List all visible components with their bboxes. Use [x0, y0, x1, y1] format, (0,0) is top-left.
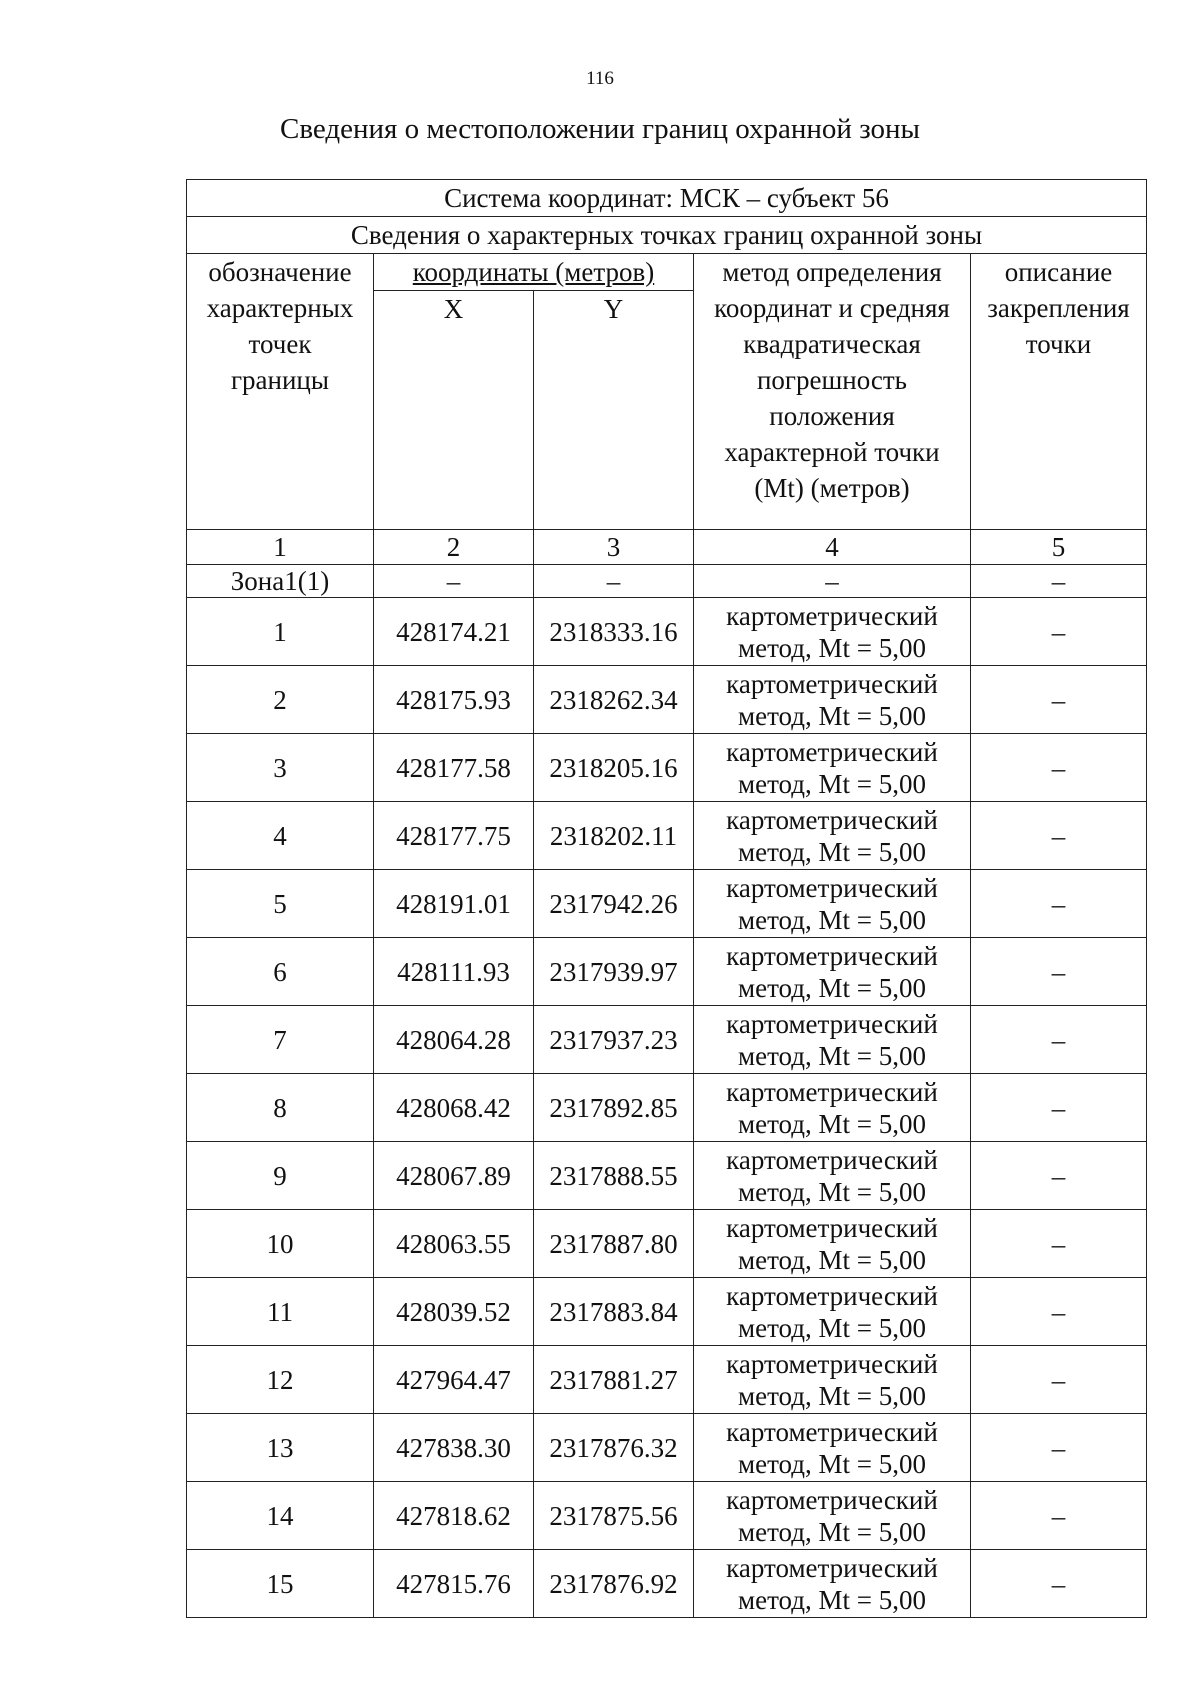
point-number: 15 [187, 1550, 374, 1618]
boundary-points-table [186, 179, 1147, 1618]
point-x: 428177.75 [374, 802, 534, 870]
point-description: – [971, 1550, 1147, 1618]
table-row [187, 1210, 1147, 1278]
point-description: – [971, 1482, 1147, 1550]
point-x: 428064.28 [374, 1006, 534, 1074]
point-number: 11 [187, 1278, 374, 1346]
header-coordinates-label: координаты (метров) [412, 257, 655, 287]
method-line: картометрический [726, 804, 938, 835]
method-line: метод, Mt = 5,00 [738, 768, 926, 799]
method-line: картометрический [726, 1212, 938, 1243]
point-number: 3 [187, 734, 374, 802]
point-y: 2317888.55 [534, 1142, 694, 1210]
point-method [694, 870, 971, 938]
table-row [187, 938, 1147, 1006]
point-number: 2 [187, 666, 374, 734]
table-row [187, 1006, 1147, 1074]
point-y: 2317892.85 [534, 1074, 694, 1142]
point-x: 427838.30 [374, 1414, 534, 1482]
point-y: 2317876.32 [534, 1414, 694, 1482]
table-subtitle-cell: Сведения о характерных точках границ охранной зоны [187, 217, 1147, 254]
point-number: 4 [187, 802, 374, 870]
header-line: метод определения [722, 257, 942, 287]
point-method [694, 1414, 971, 1482]
header-line: описание [1004, 257, 1113, 287]
point-description: – [971, 1142, 1147, 1210]
point-x: 428174.21 [374, 598, 534, 666]
table-row [187, 734, 1147, 802]
table-row [187, 1142, 1147, 1210]
point-description: – [971, 734, 1147, 802]
point-x: 428191.01 [374, 870, 534, 938]
point-number: 13 [187, 1414, 374, 1482]
point-description: – [971, 938, 1147, 1006]
column-numbers [187, 530, 1147, 598]
point-x: 428175.93 [374, 666, 534, 734]
header-y: Y [534, 291, 694, 530]
point-number: 7 [187, 1006, 374, 1074]
method-line: метод, Mt = 5,00 [738, 700, 926, 731]
point-number: 12 [187, 1346, 374, 1414]
table-header [187, 180, 1147, 530]
header-line: характерной точки [724, 437, 940, 467]
point-y: 2317883.84 [534, 1278, 694, 1346]
point-description: – [971, 870, 1147, 938]
header-line: (Mt) (метров) [754, 473, 910, 503]
point-method [694, 938, 971, 1006]
point-method [694, 1210, 971, 1278]
point-method [694, 1550, 971, 1618]
point-y: 2318262.34 [534, 666, 694, 734]
header-line: границы [230, 365, 330, 395]
point-y: 2318333.16 [534, 598, 694, 666]
method-line: картометрический [726, 1008, 938, 1039]
point-number: 14 [187, 1482, 374, 1550]
point-description: – [971, 1346, 1147, 1414]
point-x: 428068.42 [374, 1074, 534, 1142]
point-y: 2317939.97 [534, 938, 694, 1006]
zone-label: Зона1(1) [187, 565, 374, 598]
header-line: координат и средняя [714, 293, 950, 323]
method-line: метод, Mt = 5,00 [738, 1516, 926, 1547]
method-line: метод, Mt = 5,00 [738, 632, 926, 663]
table-row [187, 1346, 1147, 1414]
table-row [187, 870, 1147, 938]
header-x: X [374, 291, 534, 530]
header-line: положения [769, 401, 895, 431]
point-number: 9 [187, 1142, 374, 1210]
point-y: 2318202.11 [534, 802, 694, 870]
header-line: погрешность [756, 365, 908, 395]
point-method [694, 1346, 971, 1414]
method-line: метод, Mt = 5,00 [738, 1448, 926, 1479]
point-method [694, 598, 971, 666]
header-line: точки [1025, 329, 1092, 359]
table-row [187, 1482, 1147, 1550]
column-number: 4 [694, 530, 971, 565]
zone-description: – [971, 565, 1147, 598]
column-number: 3 [534, 530, 694, 565]
point-number: 1 [187, 598, 374, 666]
point-number: 5 [187, 870, 374, 938]
column-number: 2 [374, 530, 534, 565]
method-line: метод, Mt = 5,00 [738, 1176, 926, 1207]
method-line: картометрический [726, 1416, 938, 1447]
method-line: картометрический [726, 600, 938, 631]
method-line: картометрический [726, 1348, 938, 1379]
point-y: 2317875.56 [534, 1482, 694, 1550]
method-line: метод, Mt = 5,00 [738, 1584, 926, 1615]
zone-row [187, 565, 1147, 598]
point-y: 2318205.16 [534, 734, 694, 802]
table-row [187, 1414, 1147, 1482]
table-row [187, 598, 1147, 666]
method-line: метод, Mt = 5,00 [738, 1040, 926, 1071]
table-row [187, 1278, 1147, 1346]
page-title: Сведения о местоположении границ охранной зоны [279, 113, 920, 145]
point-number: 10 [187, 1210, 374, 1278]
point-y: 2317876.92 [534, 1550, 694, 1618]
method-line: картометрический [726, 1280, 938, 1311]
point-description: – [971, 802, 1147, 870]
method-line: метод, Mt = 5,00 [738, 904, 926, 935]
header-line: точек [248, 329, 312, 359]
point-x: 427818.62 [374, 1482, 534, 1550]
table-row [187, 1074, 1147, 1142]
method-line: картометрический [726, 668, 938, 699]
point-x: 428067.89 [374, 1142, 534, 1210]
method-line: картометрический [726, 872, 938, 903]
point-x: 428177.58 [374, 734, 534, 802]
point-number: 8 [187, 1074, 374, 1142]
point-method [694, 802, 971, 870]
method-line: метод, Mt = 5,00 [738, 1244, 926, 1275]
page-number: 116 [586, 68, 614, 89]
point-rows [187, 598, 1147, 1618]
point-x: 428063.55 [374, 1210, 534, 1278]
point-y: 2317881.27 [534, 1346, 694, 1414]
point-method [694, 1006, 971, 1074]
point-description: – [971, 1414, 1147, 1482]
header-coordinates [374, 254, 694, 291]
point-y: 2317942.26 [534, 870, 694, 938]
column-number: 5 [971, 530, 1147, 565]
method-line: картометрический [726, 736, 938, 767]
method-line: метод, Mt = 5,00 [738, 1108, 926, 1139]
method-line: картометрический [726, 1144, 938, 1175]
method-line: картометрический [726, 1076, 938, 1107]
point-method [694, 1142, 971, 1210]
method-line: метод, Mt = 5,00 [738, 836, 926, 867]
point-x: 428039.52 [374, 1278, 534, 1346]
zone-method: – [694, 565, 971, 598]
table-row [187, 802, 1147, 870]
coord-system-cell: Система координат: МСК – субъект 56 [187, 180, 1147, 217]
point-x: 427815.76 [374, 1550, 534, 1618]
point-description: – [971, 1074, 1147, 1142]
header-line: квадратическая [743, 329, 921, 359]
method-line: метод, Mt = 5,00 [738, 1380, 926, 1411]
point-x: 428111.93 [374, 938, 534, 1006]
zone-x: – [374, 565, 534, 598]
point-description: – [971, 1210, 1147, 1278]
header-point-designation [187, 254, 374, 530]
point-method [694, 1482, 971, 1550]
point-x: 427964.47 [374, 1346, 534, 1414]
header-description [971, 254, 1147, 530]
header-line: обозначение [208, 257, 352, 287]
method-line: картометрический [726, 1552, 938, 1583]
point-description: – [971, 1278, 1147, 1346]
point-y: 2317937.23 [534, 1006, 694, 1074]
point-number: 6 [187, 938, 374, 1006]
zone-y: – [534, 565, 694, 598]
method-line: картометрический [726, 940, 938, 971]
point-method [694, 1278, 971, 1346]
method-line: картометрический [726, 1484, 938, 1515]
point-method [694, 1074, 971, 1142]
point-description: – [971, 1006, 1147, 1074]
header-line: характерных [206, 293, 354, 323]
method-line: метод, Mt = 5,00 [738, 1312, 926, 1343]
method-line: метод, Mt = 5,00 [738, 972, 926, 1003]
column-number: 1 [187, 530, 374, 565]
point-description: – [971, 666, 1147, 734]
header-line: закрепления [987, 293, 1130, 323]
point-description: – [971, 598, 1147, 666]
point-method [694, 666, 971, 734]
point-y: 2317887.80 [534, 1210, 694, 1278]
point-method [694, 734, 971, 802]
table-row [187, 666, 1147, 734]
table-row [187, 1550, 1147, 1618]
header-method [694, 254, 971, 530]
